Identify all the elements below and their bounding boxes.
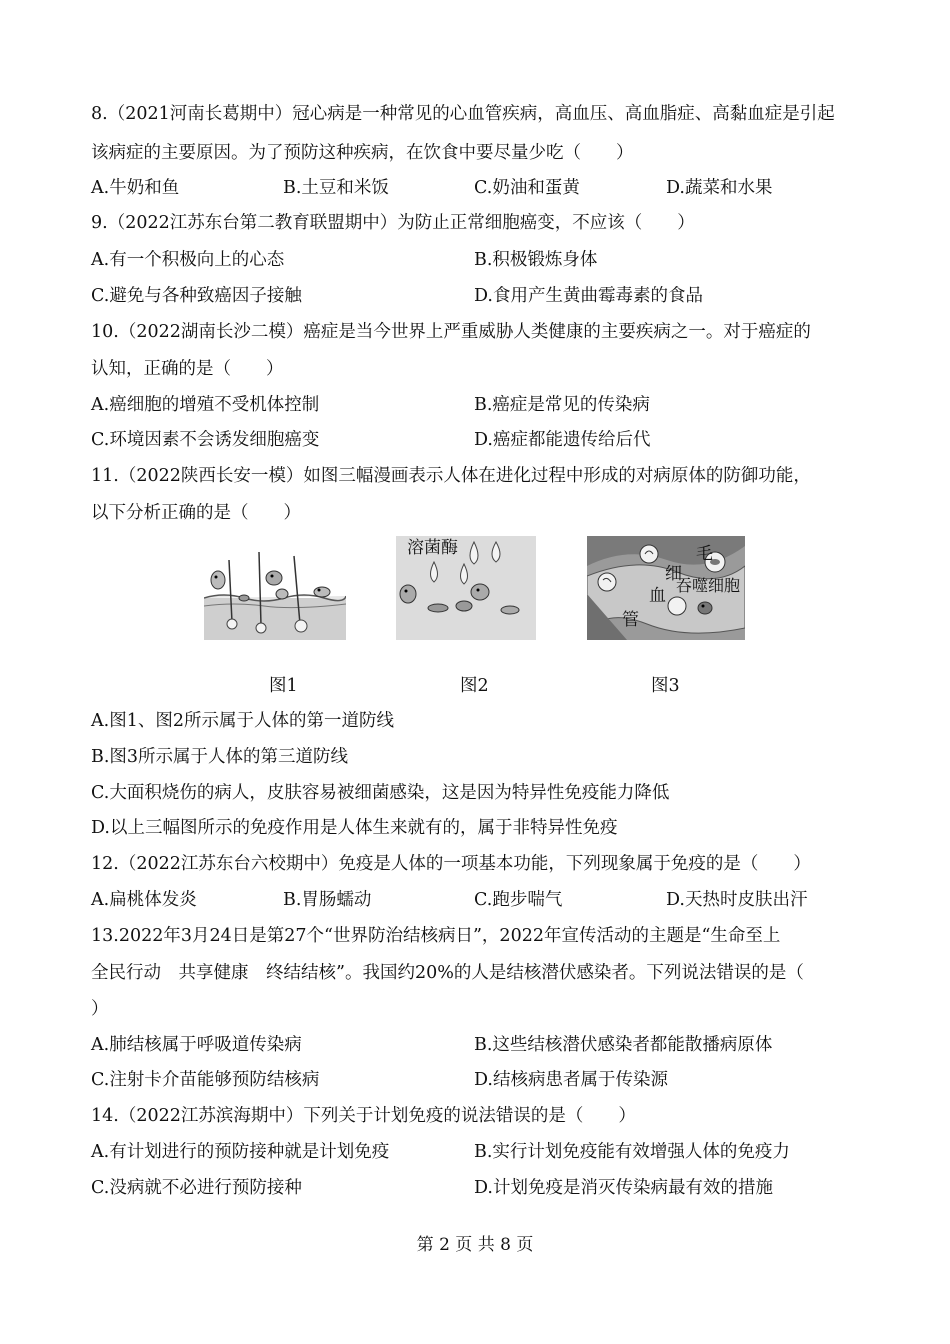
q11-stem-line1: 11.（2022陕西长安一模）如图三幅漫画表示人体在进化过程中形成的对病原体的防御功能， (91, 466, 811, 486)
q10-stem-line1: 10.（2022湖南长沙二模）癌症是当今世界上严重威胁人类健康的主要疾病之一。对于癌症的 (91, 322, 811, 342)
q12-option-a: A.扁桃体发炎 (91, 890, 197, 910)
figure-1-skin-barrier (204, 540, 346, 640)
figure-3-phagocyte (587, 536, 745, 640)
q10-stem-line2: 认知，正确的是（ ） (91, 359, 284, 379)
q14-option-b: B.实行计划免疫能有效增强人体的免疫力 (474, 1142, 790, 1162)
q13-option-b: B.这些结核潜伏感染者都能散播病原体 (474, 1035, 773, 1055)
fig3-label-guan: 管 (622, 610, 639, 630)
q10-option-c: C.环境因素不会诱发细胞癌变 (91, 430, 320, 450)
q13-option-d: D.结核病患者属于传染源 (474, 1070, 668, 1090)
q12-stem-line1: 12.（2022江苏东台六校期中）免疫是人体的一项基本功能，下列现象属于免疫的是（ ） (91, 854, 811, 874)
figure-1-caption: 图1 (269, 676, 298, 696)
figure-2-caption: 图2 (460, 676, 489, 696)
q9-stem-line1: 9.（2022江苏东台第二教育联盟期中）为防止正常细胞癌变，不应该（ ） (91, 213, 695, 233)
q8-option-b: B.土豆和米饭 (283, 178, 389, 198)
q8-option-d: D.蔬菜和水果 (666, 178, 773, 198)
q8-stem-line1: 8.（2021河南长葛期中）冠心病是一种常见的心血管疾病，高血压、高血脂症、高黏血症是引起 (91, 104, 835, 124)
q14-option-d: D.计划免疫是消灭传染病最有效的措施 (474, 1178, 773, 1198)
q12-option-b: B.胃肠蠕动 (283, 890, 372, 910)
q11-option-a: A.图1、图2所示属于人体的第一道防线 (91, 711, 394, 731)
skin-illustration (204, 540, 346, 640)
fig3-label-xue: 血 (649, 586, 666, 606)
q9-option-d: D.食用产生黄曲霉毒素的食品 (474, 286, 703, 306)
fig2-label-lysozyme: 溶菌酶 (407, 538, 458, 558)
q11-stem-line2: 以下分析正确的是（ ） (91, 503, 301, 523)
q10-option-d: D.癌症都能遗传给后代 (474, 430, 651, 450)
q9-option-b: B.积极锻炼身体 (474, 250, 598, 270)
q14-option-c: C.没病就不必进行预防接种 (91, 1178, 302, 1198)
q13-stem-line3: ） (91, 999, 109, 1019)
q10-option-a: A.癌细胞的增殖不受机体控制 (91, 395, 320, 415)
fig3-label-phagocyte: 吞噬细胞 (676, 576, 741, 595)
q9-option-a: A.有一个积极向上的心态 (91, 250, 285, 270)
q11-option-d: D.以上三幅图所示的免疫作用是人体生来就有的，属于非特异性免疫 (91, 818, 618, 838)
q12-option-d: D.天热时皮肤出汗 (666, 890, 808, 910)
q13-option-c: C.注射卡介苗能够预防结核病 (91, 1070, 320, 1090)
q10-option-b: B.癌症是常见的传染病 (474, 395, 650, 415)
fig3-label-mao: 毛 (696, 544, 713, 564)
q11-option-c: C.大面积烧伤的病人，皮肤容易被细菌感染，这是因为特异性免疫能力降低 (91, 783, 670, 803)
q8-option-c: C.奶油和蛋黄 (474, 178, 580, 198)
q13-stem-line1: 13.2022年3月24日是第27个“世界防治结核病日”，2022年宣传活动的主题是“生命至上 (91, 926, 781, 946)
q13-stem-line2: 全民行动 共享健康 终结结核”。我国约20%的人是结核潜伏感染者。下列说法错误的是（ (91, 963, 804, 983)
q13-option-a: A.肺结核属于呼吸道传染病 (91, 1035, 302, 1055)
figure-2-lysozyme (396, 536, 536, 640)
q11-option-b: B.图3所示属于人体的第三道防线 (91, 747, 349, 767)
fig3-label-xi: 细 (665, 564, 682, 584)
q8-stem-line2: 该病症的主要原因。为了预防这种疾病，在饮食中要尽量少吃（ ） (91, 143, 634, 163)
q14-stem-line1: 14.（2022江苏滨海期中）下列关于计划免疫的说法错误的是（ ） (91, 1106, 636, 1126)
q12-option-c: C.跑步喘气 (474, 890, 563, 910)
q14-option-a: A.有计划进行的预防接种就是计划免疫 (91, 1142, 390, 1162)
q8-option-a: A.牛奶和鱼 (91, 178, 180, 198)
page-number: 第 2 页 共 8 页 (416, 1235, 534, 1255)
q9-option-c: C.避免与各种致癌因子接触 (91, 286, 302, 306)
figure-3-caption: 图3 (651, 676, 680, 696)
